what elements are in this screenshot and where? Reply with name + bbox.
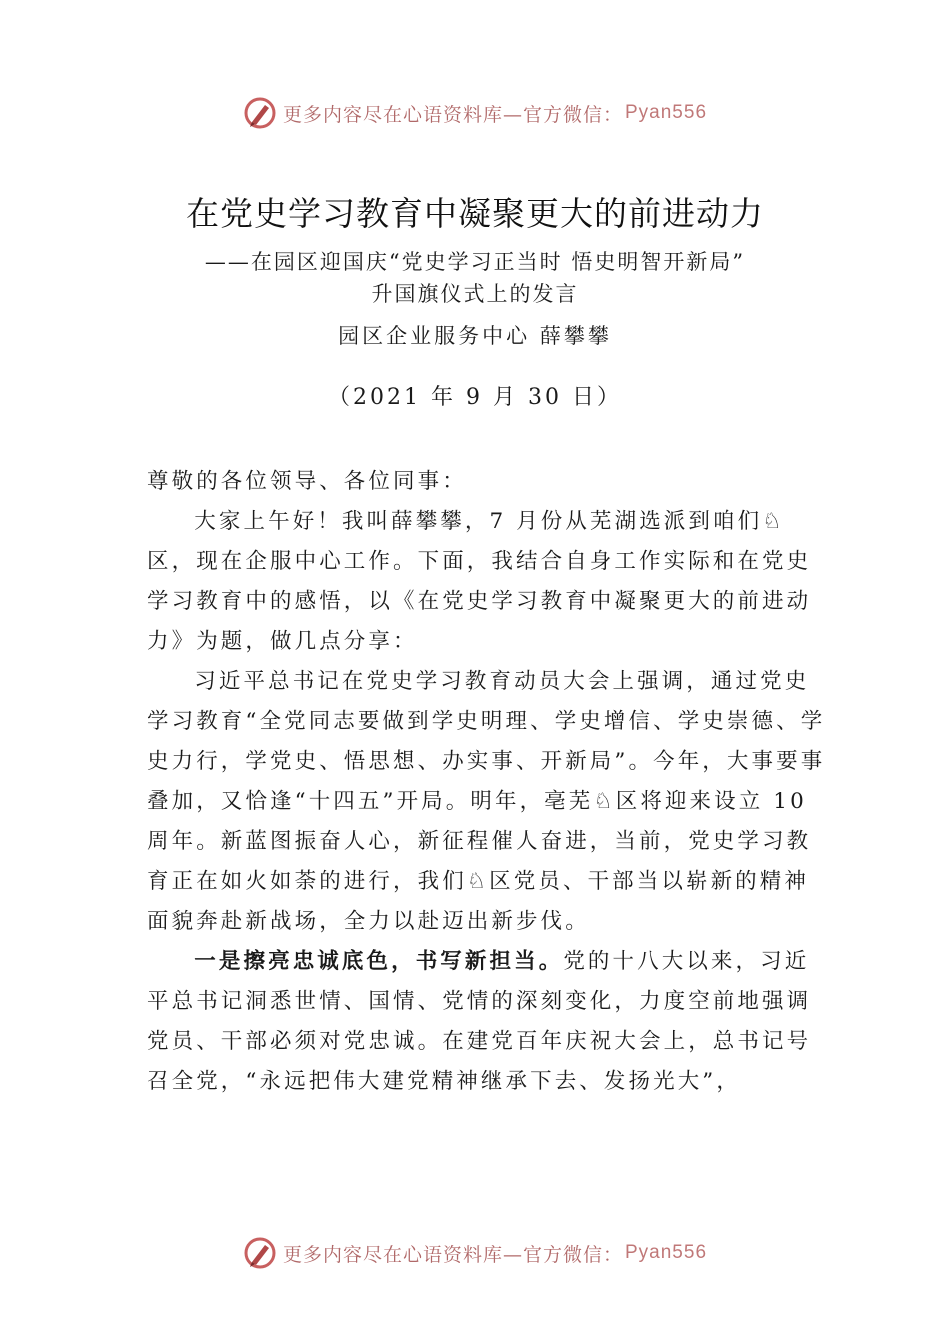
watermark-account: Pyan556	[625, 1242, 708, 1263]
document-body	[147, 462, 827, 1102]
paragraph-2: 习近平总书记在党史学习教育动员大会上强调，通过党史学习教育“全党同志要做到学史明理、学史增信、学史崇德、学史力行，学党史、悟思想、办实事、开新局”。今年，大事要事叠加，又恰逢“十四五”开局。明年，亳芜♘区将迎来设立 10 周年。新蓝图振奋人心，新征程催人奋进，当前，党史学习教育正在如火如荼的进行，我们♘区党员、干部当以崭新的精神面貌奔赴新战场，全力以赴迈出新步伐。	[147, 669, 826, 934]
watermark-account: Pyan556	[625, 102, 708, 123]
watermark-text: 更多内容尽在心语资料库—官方微信：	[282, 103, 623, 126]
paragraph-3-heading: 一是擦亮忠诚底色，书写新担当。	[194, 949, 564, 974]
paragraph-1: 大家上午好！我叫薛攀攀，7 月份从芜湖选派到咱们♘区，现在企服中心工作。下面，我结合自身工作实际和在党史学习教育中的感悟，以《在党史学习教育中凝聚更大的前进动力》为题，做几点分享：	[147, 509, 812, 654]
watermark-header	[0, 96, 950, 130]
watermark-text: 更多内容尽在心语资料库—官方微信：	[282, 1243, 623, 1266]
paragraph-3-text: 党的十八大以来，习近平总书记洞悉世情、国情、党情的深刻变化，力度空前地强调党员、干部必须对党忠诚。在建党百年庆祝大会上，总书记号召全党，“永远把伟大建党精神继承下去、发扬光大”，	[147, 949, 812, 1094]
document-date: （2021 年 9 月 30 日）	[328, 385, 622, 410]
pen-logo-icon	[243, 96, 277, 130]
watermark-footer	[0, 1236, 950, 1270]
subtitle-line-1: ——在园区迎国庆“党史学习正当时 悟史明智开新局”	[204, 250, 746, 274]
document-subtitle	[0, 246, 950, 310]
document-title: 在党史学习教育中凝聚更大的前进动力	[186, 194, 764, 233]
pen-logo-icon	[243, 1236, 277, 1270]
salutation: 尊敬的各位领导、各位同事：	[147, 469, 467, 494]
document-author: 园区企业服务中心 薛攀攀	[338, 324, 612, 348]
paragraph-3	[147, 942, 827, 1102]
subtitle-line-2: 升国旗仪式上的发言	[371, 282, 579, 306]
